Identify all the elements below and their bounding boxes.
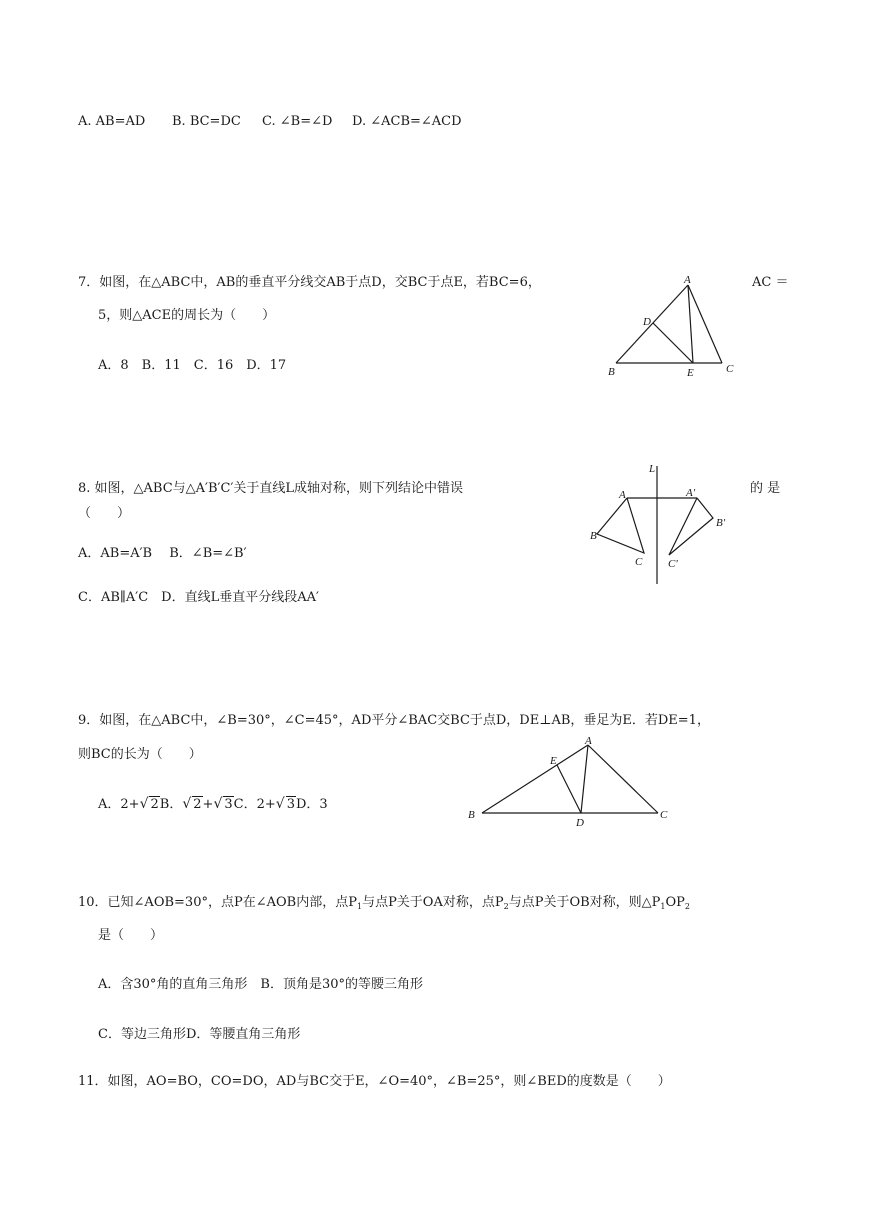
q10-text-part-d: OP — [665, 895, 685, 910]
radical-sign: √ — [139, 796, 149, 812]
q9-label-b: B — [468, 809, 475, 821]
q10-subscript-3: 1 — [660, 902, 666, 911]
q11-text-line1: 11．如图，AO=BO，CO=DO，AD与BC交于E，∠O=40°，∠B=25°，则∠BED的度数是（ ） — [78, 1074, 671, 1089]
q10-text-part-a: 10．已知∠AOB=30°，点P在∠AOB内部，点P — [78, 895, 357, 910]
q8-label-c: C — [635, 556, 643, 568]
q9-option-b-prefix: B． — [159, 797, 183, 812]
q10-text-line2: 是（ ） — [98, 928, 164, 943]
q8-label-a-prime: A′ — [686, 487, 696, 499]
q8-text-line2: （ ） — [78, 506, 131, 521]
q9-option-b-radicand-2: 3 — [224, 797, 233, 812]
q7-label-d: D — [643, 316, 651, 328]
q9-figure — [465, 733, 685, 833]
q9-label-a: A — [585, 735, 592, 747]
q9-option-c-prefix: C．2+ — [233, 797, 276, 812]
q10-option-ab: A．含30°角的直角三角形 B．顶角是30°的等腰三角形 — [98, 977, 424, 992]
q8-label-a: A — [619, 489, 626, 501]
q6-option-a: A. AB=AD — [78, 114, 146, 129]
q8-label-c-prime: C′ — [668, 558, 678, 570]
q7-label-a: A — [684, 274, 691, 286]
q10-subscript-2: 2 — [503, 902, 509, 911]
q9-text-line1: 9．如图，在△ABC中，∠B=30°，∠C=45°，AD平分∠BAC交BC于点D，DE⊥AB，垂足为E．若DE=1， — [78, 713, 710, 728]
q6-option-b: B. BC=DC — [172, 114, 241, 129]
q7-text-line2: 5，则△ACE的周长为（ ） — [98, 308, 276, 323]
q10-subscript-1: 1 — [356, 902, 363, 911]
q6-option-d: D. ∠ACB=∠ACD — [352, 114, 462, 129]
q10-text-part-b: 与点P关于OA对称，点P — [362, 895, 504, 910]
q7-text-line1-tail: AC ＝ — [752, 275, 789, 290]
radical-sign: √ — [275, 796, 285, 812]
q8-label-b: B — [590, 530, 597, 542]
q8-text-line1-tail: 的 是 — [750, 481, 781, 496]
q8-option-cd: C．AB∥A′C D．直线L垂直平分线段AA′ — [78, 590, 319, 605]
q9-option-a-prefix: A．2+ — [98, 797, 140, 812]
q7-options: A．8 B．11 C．16 D．17 — [98, 358, 287, 373]
q7-text-line1: 7．如图，在△ABC中，AB的垂直平分线交AB于点D，交BC于点E，若BC=6， — [78, 275, 541, 290]
q10-option-cd: C．等边三角形D．等腰直角三角形 — [98, 1027, 301, 1042]
q9-option-a-radicand: 2 — [150, 797, 159, 812]
q7-label-c: C — [726, 363, 734, 375]
q9-label-d: D — [576, 817, 584, 829]
q8-label-l: L — [649, 463, 656, 475]
q8-text-line1: 8. 如图，△ABC与△A′B′C′关于直线L成轴对称，则下列结论中错误 — [78, 481, 464, 496]
q8-option-ab: A．AB=A′B B．∠B=∠B′ — [78, 546, 247, 561]
q7-figure — [600, 275, 750, 385]
q9-option-b-radicand-1: 2 — [193, 797, 202, 812]
q9-option-d: D．3 — [295, 797, 328, 812]
q8-label-b-prime: B′ — [716, 517, 726, 529]
q9-text-line2: 则BC的长为（ ） — [78, 747, 202, 762]
q10-subscript-4: 2 — [684, 902, 690, 911]
q8-figure — [585, 458, 735, 588]
q9-options — [98, 796, 328, 813]
radical-sign: √ — [213, 796, 223, 812]
q9-label-e: E — [550, 755, 557, 767]
radical-sign: √ — [182, 796, 192, 812]
q7-label-b: B — [608, 366, 615, 378]
q9-option-c-radicand: 3 — [286, 797, 295, 812]
q9-option-b-plus: + — [202, 797, 214, 812]
q10-text-line1 — [78, 895, 690, 915]
q10-text-part-c: 与点P关于OB对称，则△P — [508, 895, 661, 910]
q9-label-c: C — [660, 809, 668, 821]
q7-label-e: E — [687, 367, 694, 379]
q6-option-c: C. ∠B=∠D — [262, 114, 333, 129]
